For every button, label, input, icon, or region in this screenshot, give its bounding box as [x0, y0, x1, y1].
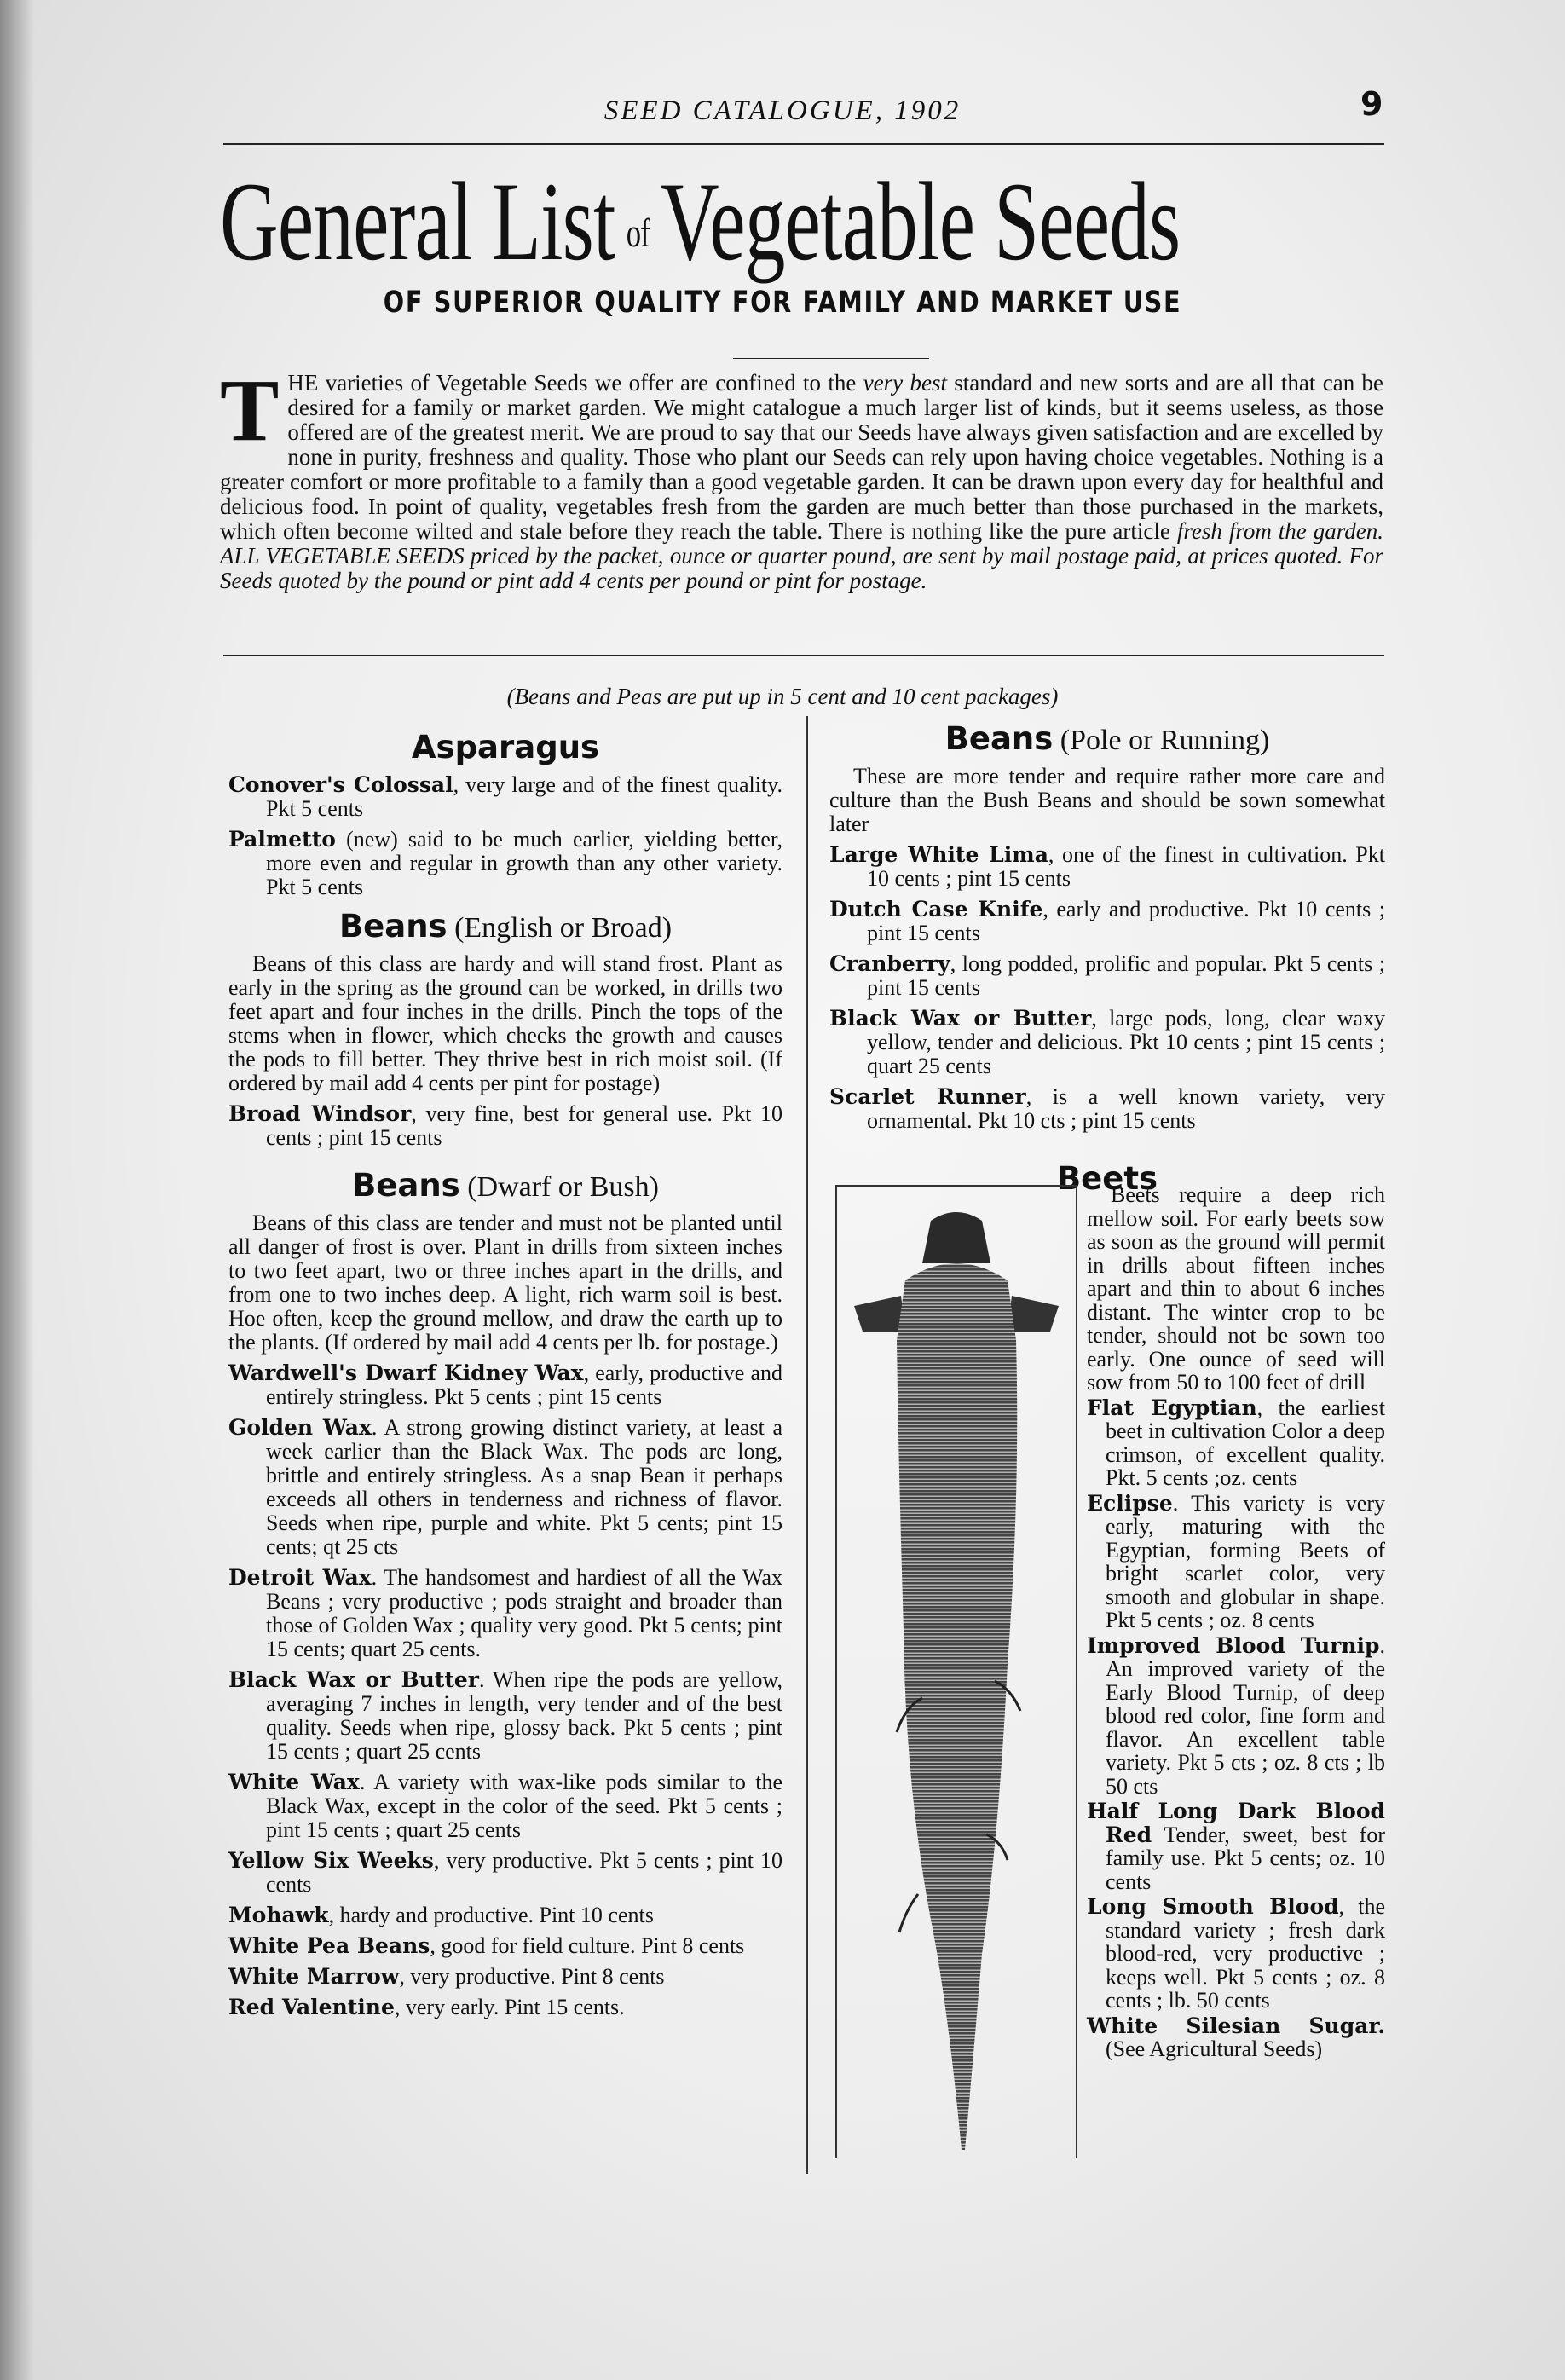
dwarf-bean-entries — [228, 1361, 782, 2019]
heading-sub: (Dwarf or Bush) — [467, 1171, 659, 1203]
intro-rule — [223, 655, 1384, 656]
right-column — [829, 712, 1385, 1204]
variety-name: White Silesian Sugar. — [1087, 2013, 1385, 2038]
heading-text: Beans — [944, 720, 1054, 757]
beets-text — [1087, 1183, 1385, 2063]
column-divider — [806, 716, 808, 2174]
variety-name: Improved Blood Turnip — [1087, 1632, 1380, 1658]
variety-name: Dutch Case Knife — [829, 897, 1043, 921]
running-title: SEED CATALOGUE, 1902 — [603, 95, 962, 126]
variety-description: , one of the finest in cultivation. Pkt 10 cents ; pint 15 cents — [867, 842, 1385, 891]
package-note: (Beans and Peas are put up in 5 cent and 10 cent packages) — [506, 684, 1059, 709]
variety-name: White Wax — [228, 1770, 360, 1794]
variety-description: , large pods, long, clear waxy yellow, tender and delicious. Pkt 10 cents ; pint 15 cents ; quart 25 cents — [867, 1006, 1385, 1078]
section-heading-beans-pole — [829, 722, 1385, 758]
list-item — [228, 1668, 782, 1764]
list-item — [829, 898, 1385, 945]
heading-sub: (English or Broad) — [454, 912, 673, 944]
list-item — [228, 773, 782, 821]
variety-name: Red Valentine — [228, 1995, 395, 2019]
variety-name: Conover's Colossal — [228, 772, 453, 797]
variety-name: Detroit Wax — [228, 1565, 372, 1590]
variety-description: Tender, sweet, best for family use. Pkt 5 cents; oz. 10 cents — [1106, 1822, 1385, 1894]
variety-description: . This variety is very early, maturing with the Egyptian, forming Beets of bright scarlet color, very smooth and globular in shape. Pkt 5 cents ; oz. 8 cents — [1106, 1490, 1385, 1632]
left-column — [228, 720, 782, 2026]
variety-description: . A strong growing distinct variety, at least a week earlier than the Black Wax. The pods are long, brittle and entirely stringless. As a snap Bean it perhaps exceeds all others in tenderness and richness of flavor. Seeds when ripe, purple and white. Pkt 5 cents; pint 15 cents; qt 25 cts — [266, 1415, 782, 1559]
intro-emphasis-b: fresh from the garden. ALL VEGETABLE SEEDS priced by the packet, ounce or quarter pound, are sent by mail postage paid, at prices quoted. For Seeds quoted by the pound or pint add 4 cents per pound or pint for postage. — [220, 518, 1383, 593]
variety-name: Black Wax or Butter — [829, 1006, 1092, 1031]
variety-description: . A variety with wax-like pods similar to the Black Wax, except in the color of the seed. Pkt 5 cents ; pint 15 cents ; quart 25 cents — [266, 1770, 782, 1842]
page-spine-shadow — [0, 0, 34, 2380]
list-item — [1087, 2014, 1385, 2061]
variety-description: , good for field culture. Pint 8 cents — [430, 1933, 745, 1958]
variety-description: , very large and of the finest quality. Pkt 5 cents — [266, 772, 782, 821]
drop-cap: T — [220, 361, 280, 459]
variety-name: White Pea Beans — [228, 1933, 430, 1958]
variety-description: , very productive. Pkt 5 cents ; pint 10 cents — [266, 1848, 782, 1897]
beet-illustration — [835, 1185, 1077, 2158]
section-intro: Beets require a deep rich mellow soil. For early beets sow as soon as the ground will permit in drills about fifteen inches apart and thin to about 6 inches distant. The winter crop to be tender, should not be sown too early. One ounce of seed will sow from 50 to 100 feet of drill — [1087, 1182, 1385, 1395]
variety-name: Flat Egyptian — [1087, 1395, 1257, 1420]
asparagus-entries — [228, 773, 782, 899]
list-item — [228, 828, 782, 899]
variety-name: Black Wax or Butter — [228, 1667, 479, 1692]
variety-description: (new) said to be much earlier, yielding better, more even and regular in growth than any other variety. Pkt 5 cents — [266, 827, 782, 899]
variety-description: , very fine, best for general use. Pkt 10 cents ; pint 15 cents — [266, 1101, 782, 1150]
variety-name: Golden Wax — [228, 1415, 372, 1440]
variety-name: Broad Windsor — [228, 1101, 412, 1126]
variety-description: , early and productive. Pkt 10 cents ; pint 15 cents — [867, 897, 1385, 945]
variety-description: , early, productive and entirely stringless. Pkt 5 cents ; pint 15 cents — [266, 1360, 782, 1409]
list-item — [1087, 1396, 1385, 1490]
ornament-rule — [733, 358, 929, 359]
variety-description: , very early. Pint 15 cents. — [394, 1995, 625, 2019]
variety-name: White Marrow — [228, 1964, 400, 1989]
variety-description: . When ripe the pods are yellow, averaging 7 inches in length, very tender and of the best quality. Seeds when ripe, glossy back. Pkt 5 cents ; pint 15 cents ; quart 25 cents — [266, 1667, 782, 1764]
list-item — [228, 1903, 782, 1927]
heading-text: Beans — [352, 1167, 460, 1204]
section-intro: Beans of this class are tender and must not be planted until all danger of frost is over. Plant in drills from sixteen inches to two feet apart, two or three inches apart in the drills, and from one to two inches deep. A light, rich warm soil is best. Hoe often, keep the ground mellow, and draw the earth up to the plants. (If ordered by mail add 4 cents per lb. for postage.) — [228, 1210, 782, 1355]
header-rule — [223, 143, 1384, 145]
section-heading-asparagus — [228, 731, 782, 766]
variety-description: , hardy and productive. Pint 10 cents — [328, 1903, 654, 1927]
heading-sub: (Pole or Running) — [1060, 725, 1270, 756]
list-item — [1087, 1634, 1385, 1799]
intro-text-a: HE varieties of Vegetable Seeds we offer are confined to the — [287, 370, 863, 396]
variety-name: Eclipse — [1087, 1490, 1173, 1516]
broad-bean-entries — [228, 1102, 782, 1150]
variety-description: (See Agricultural Seeds) — [1106, 2036, 1323, 2061]
section-intro: Beans of this class are hardy and will stand frost. Plant as early in the spring as the ground can be worked, in drills two feet apart and four inches in the drills. Pinch the tops of the stems when in flower, which checks the growth and causes the pods to fill better. They thrive best in rich moist soil. (If ordered by mail add 4 cents per pint for postage) — [228, 951, 782, 1095]
variety-description: , very productive. Pint 8 cents — [399, 1964, 665, 1989]
variety-name: Scarlet Runner — [829, 1084, 1026, 1109]
variety-description: , is a well known variety, very ornamental. Pkt 10 cts ; pint 15 cents — [867, 1084, 1385, 1133]
heading-text: Asparagus — [411, 729, 600, 765]
list-item — [228, 1934, 782, 1958]
variety-name: Wardwell's Dwarf Kidney Wax — [228, 1360, 584, 1385]
variety-name: Yellow Six Weeks — [228, 1848, 434, 1873]
variety-description: , the earliest beet in cultivation Color a deep crimson, of excellent quality. Pkt. 5 cents ;oz. cents — [1106, 1395, 1385, 1490]
intro-emphasis-a: very best — [863, 370, 947, 396]
title-of: of — [626, 210, 650, 256]
page-number: 9 — [1360, 85, 1383, 123]
variety-description: . An improved variety of the Early Blood Turnip, of deep blood red color, fine form and flavor. An excellent table variety. Pkt 5 cts ; oz. 8 cts ; lb 50 cts — [1106, 1632, 1385, 1799]
variety-description: , the standard variety ; fresh dark blood-red, very productive ; keeps well. Pkt 5 cents ; oz. 8 cents ; lb. 50 cents — [1106, 1894, 1385, 2013]
beet-entries — [1087, 1396, 1385, 2061]
list-item — [829, 843, 1385, 891]
title-part-2: Vegetable Seeds — [661, 159, 1181, 284]
intro-text-b: standard and new sorts and are all that can be desired for a family or market garden. We might catalogue a much larger list of kinds, but it seems useless, as those offered are of the greatest merit. We are proud to say that our Seeds have always given satisfaction and are excelled by none in purity, freshness and quality. Those who plant our Seeds can rely upon having choice vegetables. Nothing is a greater comfort or more profitable to a family than a good vegetable garden. It can be drawn upon every day for healthful and delicious food. In point of quality, vegetables fresh from the garden are much better than those purchased in the markets, which often become wilted and stale before they reach the table. There is nothing like the pure article — [220, 370, 1384, 544]
list-item — [228, 1965, 782, 1989]
list-item — [228, 1849, 782, 1897]
list-item — [829, 1085, 1385, 1133]
variety-name: Cranberry — [829, 951, 950, 976]
variety-name: Large White Lima — [829, 842, 1048, 867]
variety-name: Half Long Dark Blood Red — [1087, 1799, 1385, 1847]
list-item — [228, 1102, 782, 1150]
variety-name: Long Smooth Blood — [1087, 1894, 1339, 1919]
section-heading-beans-broad — [228, 910, 782, 945]
heading-text: Beets — [1056, 1160, 1158, 1197]
list-item — [1087, 1895, 1385, 2013]
list-item — [228, 1771, 782, 1842]
list-item — [228, 1416, 782, 1559]
page-subtitle: OF SUPERIOR QUALITY FOR FAMILY AND MARKET USE — [383, 286, 1182, 320]
list-item — [228, 1361, 782, 1409]
section-intro: These are more tender and require rather more care and culture than the Bush Beans and should be sown somewhat later — [829, 764, 1385, 836]
variety-name: Mohawk — [228, 1903, 329, 1927]
list-item — [228, 1996, 782, 2019]
variety-description: , long podded, prolific and popular. Pkt 5 cents ; pint 15 cents — [867, 951, 1385, 1000]
pole-bean-entries — [829, 843, 1385, 1133]
list-item — [829, 1007, 1385, 1078]
page-title — [220, 159, 1181, 293]
variety-description: . The handsomest and hardiest of all the Wax Beans ; very productive ; pods straight and broader than those of Golden Wax ; quality very good. Pkt 5 cents; pint 15 cents; quart 25 cents. — [266, 1565, 782, 1661]
variety-name: Palmetto — [228, 827, 336, 852]
list-item — [228, 1566, 782, 1661]
title-part-1: General List — [220, 159, 615, 284]
intro-paragraph — [220, 361, 1384, 593]
list-item — [829, 952, 1385, 1000]
beet-engraving-icon — [837, 1187, 1076, 2158]
heading-text: Beans — [338, 908, 448, 944]
section-heading-beans-dwarf — [228, 1169, 782, 1204]
list-item — [1087, 1799, 1385, 1893]
list-item — [1087, 1492, 1385, 1632]
